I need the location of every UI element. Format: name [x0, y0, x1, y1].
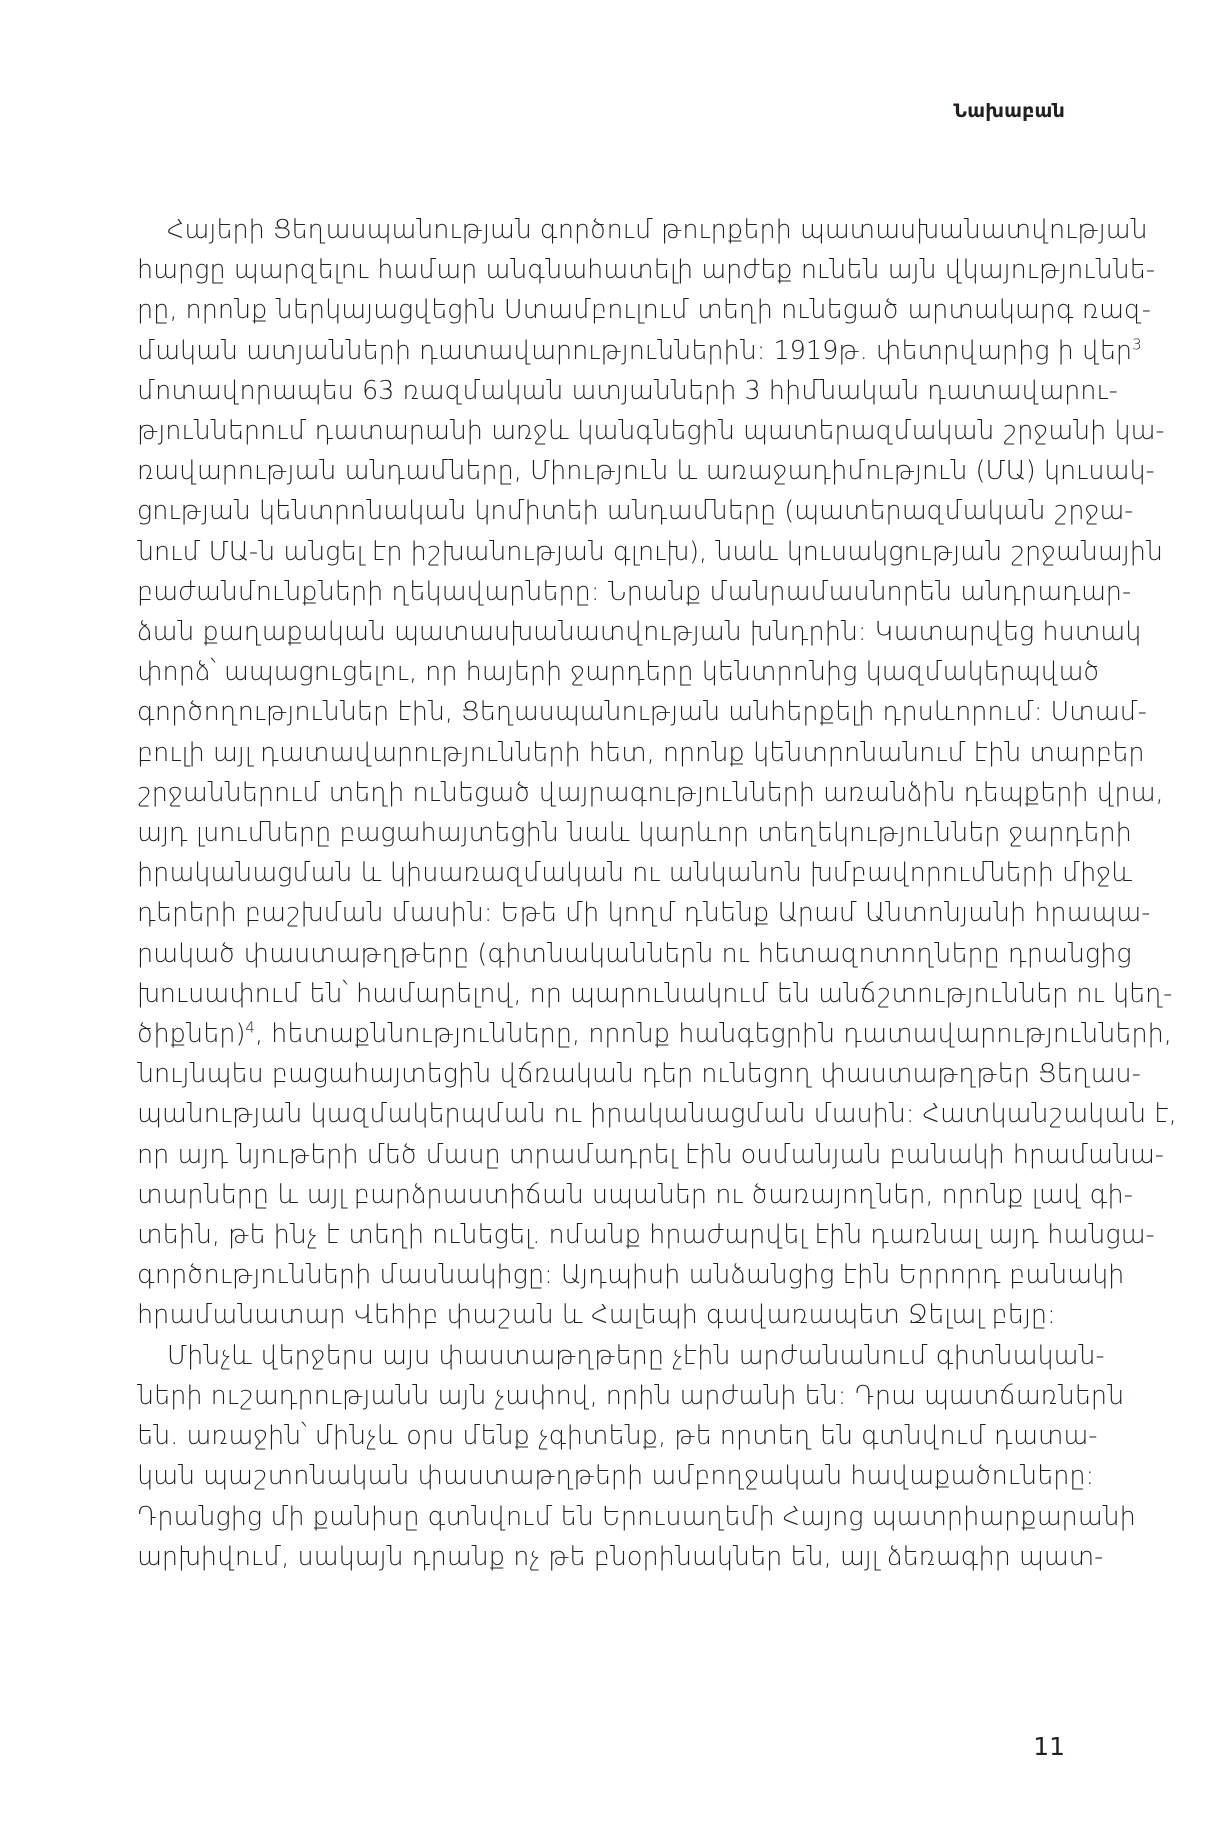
text-line: այդ լսումները բացահայտեցին նաև կարևոր տեղեկություններ ջարդերի: [137, 818, 1132, 849]
text-line: ռավարության անդամները, Միություն և առաջադիմություն (ՄԱ) կուսակ-: [137, 456, 1155, 487]
text-line: հարցը պարզելու համար անգնահատելի արժեք ունեն այն վկայություննե-: [137, 255, 1156, 286]
text-line: Դրանցից մի քանիսը գտնվում են Երուսաղեմի Հայոց պատրիարքարանի: [137, 1501, 1136, 1532]
text-line: որ այդ նյութերի մեծ մասը տրամադրել էին օսմանյան բանակի հրամանա-: [137, 1139, 1164, 1170]
text-line: նում ՄԱ-ն անցել էր իշխանության գլուխ), նաև կուսակցության շրջանային: [137, 536, 1163, 567]
text-line: շրջաններում տեղի ունեցած վայրագությունների առանձին դեպքերի վրա,: [137, 777, 1164, 808]
text-line: փորձ՝ ապացուցելու, որ հայերի ջարդերը կենտրոնից կազմակերպված: [137, 657, 1100, 688]
text-line: նույնպես բացահայտեցին վճռական դեր ունեցող փաստաթղթեր Ցեղաս-: [137, 1059, 1141, 1090]
text-line: ների ուշադրությանն այն չափով, որին արժանի են: Դրա պատճառներն: [137, 1380, 1125, 1411]
text-line: բաժանմունքների ղեկավարները: Նրանք մանրամասնորեն անդրադար-: [137, 576, 1132, 607]
text-line: գործողություններ էին, Ցեղասպանության անհերքելի դրսևորում: Ստամ-: [137, 697, 1147, 728]
text-line: տարները և այլ բարձրաստիճան սպաներ ու ծառայողներ, որոնք լավ գի-: [137, 1179, 1133, 1210]
text-line: թյուններում դատարանի առջև կանգնեցին պատերազմական շրջանի կա-: [137, 416, 1165, 447]
text-line: պանության կազմակերպման ու իրականացման մասին: Հատկանշական է,: [137, 1099, 1177, 1130]
text-line: մոտավորապես 63 ռազմական ատյանների 3 հիմնական դատավարու-: [137, 375, 1118, 406]
text-line: [137, 331, 1142, 371]
footnote-ref: 3: [1132, 335, 1142, 354]
text-line: Մինչև վերջերս այս փաստաթղթերը չէին արժանանում գիտնական-: [167, 1340, 1105, 1371]
text-line: րակած փաստաթղթերը (գիտնականներն ու հետազոտողները դրանցից: [137, 938, 1132, 969]
body-text: [137, 210, 1177, 1577]
text-line: հրամանատար Վեհիբ փաշան և Հալեպի գավառապետ Ջելալ բեյը:: [137, 1300, 1056, 1331]
text-line: են. առաջին՝ մինչև օրս մենք չգիտենք, թե որտեղ են գտնվում դատա-: [137, 1421, 1098, 1452]
text-line: [137, 1014, 1172, 1054]
text-line: դերերի բաշխման մասին: Եթե մի կողմ դնենք Արամ Անտոնյանի հրապա-: [137, 898, 1151, 929]
text-line: րը, որոնք ներկայացվեցին Ստամբուլում տեղի ունեցած արտակարգ ռազ-: [137, 295, 1151, 326]
text-line: Հայերի Ցեղասպանության գործում թուրքերի պատասխանատվության: [167, 215, 1148, 245]
footnote-ref: 4: [245, 1018, 255, 1037]
text-line: ձան քաղաքական պատասխանատվության խնդրին: Կատարվեց հստակ: [137, 617, 1142, 648]
page-number: 11: [1033, 1732, 1065, 1761]
text-line-content: ծիքներ): [137, 1019, 246, 1050]
text-line: արխիվում, սակայն դրանք ոչ թե բնօրինակներ են, այլ ձեռագիր պատ-: [137, 1541, 1104, 1572]
text-line: բուլի այլ դատավարությունների հետ, որոնք կենտրոնանում էին տարբեր: [137, 737, 1145, 768]
text-line-content: , հետաքննությունները, որոնք հանգեցրին դատավարությունների,: [254, 1019, 1172, 1050]
text-line: իրականացման և կիսառազմական ու անկանոն խմբավորումների միջև: [137, 858, 1133, 889]
text-line: կան պաշտոնական փաստաթղթերի ամբողջական հավաքածուները:: [137, 1461, 1095, 1492]
text-line: գործությունների մասնակիցը: Այդպիսի անձանցից էին Երրորդ բանակի: [137, 1260, 1125, 1291]
text-line: խուսափում են՝ համարելով, որ պարունակում են անճշտություններ ու կեղ-: [137, 978, 1173, 1009]
running-header: Նախաբան: [953, 100, 1065, 122]
text-line-content: մական ատյանների դատավարություններին: 1919թ. փետրվարից ի վեր: [137, 335, 1133, 366]
text-line: ցության կենտրոնական կոմիտեի անդամները (պատերազմական շրջա-: [137, 496, 1134, 527]
text-line: տեին, թե ինչ է տեղի ունեցել. ոմանք հրաժարվել էին դառնալ այդ հանցա-: [137, 1220, 1155, 1251]
